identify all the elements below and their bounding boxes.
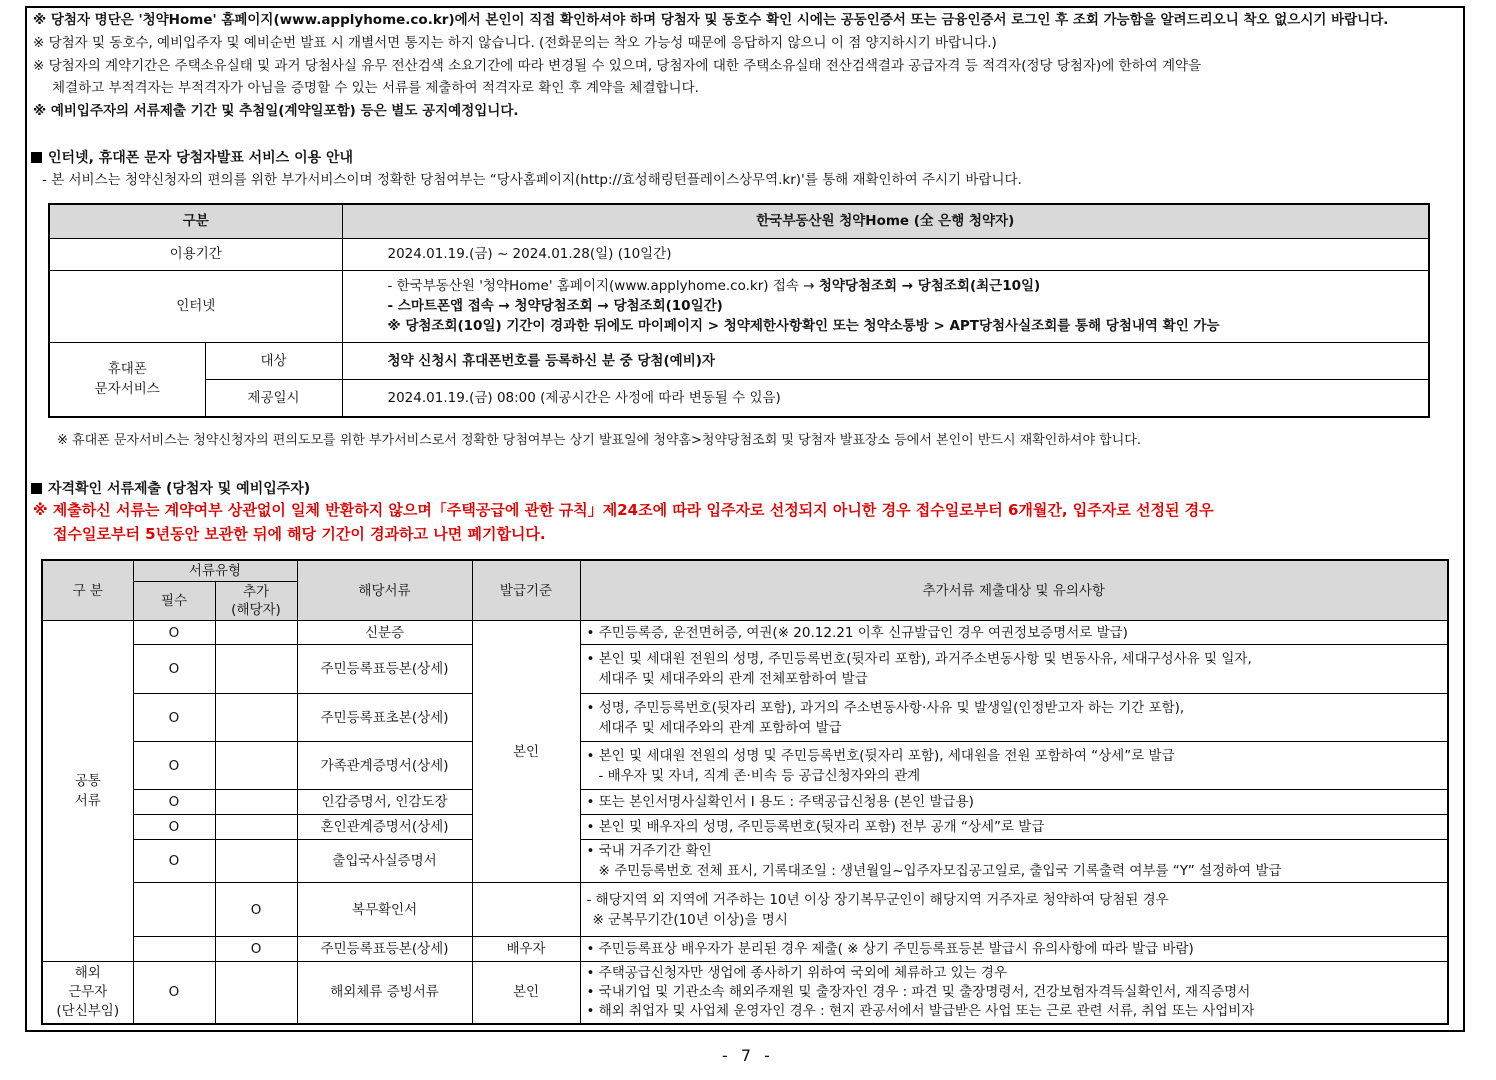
notice-4: ※ 예비입주자의 서류제출 기간 및 추첨일(계약일포함) 등은 별도 공지예정입니다. (33, 103, 519, 119)
header-required: 필수 (133, 582, 215, 621)
note-line: • 본인 및 세대원 전원의 성명 및 주민등록번호(뒷자리 포함), 세대원을 전원 포함하여 “상세”로 발급 (586, 747, 1175, 764)
note-line: ※ 군복무기간(10년 이상)을 명시 (592, 911, 788, 928)
required-mark: O (133, 645, 215, 694)
notice-3: ※ 당첨자의 계약기간은 주택소유실태 및 과거 당첨사실 유무 전산검색 소요기간에 따라 변경될 수 있으며, 당첨자에 대한 주택소유실태 전산검색결과 공급자격 등 적격자(정당 당첨자)에 한하여 계약을 (33, 58, 1202, 74)
note-line: • 국내기업 및 기관소속 해외주재원 및 출장자인 경우 : 파견 및 출장명령서, 건강보험자격득실확인서, 재직증명서 (586, 983, 1251, 1000)
extra-mark (215, 815, 297, 840)
note-line: • 본인 및 세대원 전원의 성명, 주민등록번호(뒷자리 포함), 과거주소변동사항 및 변동사유, 세대구성사유 및 일자, (586, 651, 1252, 667)
doc-name: 주민등록표등본(상세) (297, 645, 472, 694)
notice-2: ※ 당첨자 및 동호수, 예비입주자 및 예비순번 발표 시 개별서면 통지는 하지 않습니다. (전화문의는 착오 가능성 때문에 응답하지 않으니 이 점 양지하시기 바랍니다.) (33, 35, 997, 51)
note-line: • 주택공급신청자만 생업에 종사하기 위하여 국외에 체류하고 있는 경우 (586, 964, 1007, 981)
table-row (42, 815, 1448, 840)
header-doc: 해당서류 (297, 560, 472, 621)
required-mark: O (133, 621, 215, 645)
extra-mark: O (215, 937, 297, 962)
issue-basis: 본인 (472, 621, 580, 883)
doc-notes: • 또는 본인서명사실확인서 I 용도 : 주택공급신청용 (본인 발급용) (580, 790, 1448, 815)
square-bullet-icon (31, 152, 42, 163)
extra-mark (215, 962, 297, 1024)
table-row (42, 621, 1448, 645)
doc-name: 복무확인서 (297, 883, 472, 937)
doc-notes: • 주민등록증, 운전면허증, 여권(※ 20.12.21 이후 신규발급인 경우 여권정보증명서로 발급) (580, 621, 1448, 645)
internet-line1: - 한국부동산원 '청약Home' 홈페이지(www.applyhome.co.kr) 접속 → (387, 278, 819, 294)
section2-title-text: 자격확인 서류제출 (당첨자 및 예비입주자) (48, 481, 311, 497)
target-label: 대상 (205, 342, 342, 379)
required-mark (133, 937, 215, 962)
warning-line2: 접수일로부터 5년동안 보관한 뒤에 해당 기간이 경과하고 나면 폐기합니다. (53, 525, 546, 543)
sms-label-line2: 문자서비스 (94, 381, 160, 398)
internet-line2: - 스마트폰앱 접속 → 청약당첨조회 → 당첨조회(10일간) (387, 298, 723, 314)
documents-table (41, 559, 1449, 1025)
doc-name: 주민등록표초본(상세) (297, 694, 472, 742)
header-gubun: 구 분 (42, 560, 133, 621)
overseas-label (42, 962, 133, 1024)
note-line: 세대주 및 세대주와의 관계 포함하여 발급 (598, 719, 842, 736)
period-label: 이용기간 (49, 238, 342, 270)
note-line: 세대주 및 세대주와의 관계 전체포함하여 발급 (598, 671, 868, 687)
doc-name: 출입국사실증명서 (297, 840, 472, 883)
issue-basis-empty (472, 883, 580, 937)
doc-name: 인감증명서, 인감도장 (297, 790, 472, 815)
header-notes: 추가서류 제출대상 및 유의사항 (580, 560, 1448, 621)
header-extra-line1: 추가 (242, 584, 270, 600)
section1-title-text: 인터넷, 휴대폰 문자 당첨자발표 서비스 이용 안내 (48, 150, 354, 166)
common-label-line2: 서류 (74, 793, 101, 809)
period-value: 2024.01.19.(금) ~ 2024.01.28(일) (10일간) (342, 238, 1429, 270)
overseas-label-line2: 근무자 (68, 983, 108, 1000)
table-header-applyhome: 한국부동산원 청약Home (全 은행 청약자) (342, 204, 1429, 238)
warning-line1: ※ 제출하신 서류는 계약여부 상관없이 일체 반환하지 않으며「주택공급에 관한 규칙」제24조에 따라 입주자로 선정되지 아니한 경우 접수일로부터 6개월간, 입주자로 선정된 경우 (33, 501, 1214, 519)
note-line: • 국내 거주기간 확인 (586, 843, 712, 859)
table-row (42, 962, 1448, 1024)
note-line: - 해당지역 외 지역에 거주하는 10년 이상 장기복무군인이 해당지역 거주자로 청약하여 당첨된 경우 (586, 891, 1169, 908)
doc-notes: • 본인 및 배우자의 성명, 주민등록번호(뒷자리 포함) 전부 공개 “상세”로 발급 (580, 815, 1448, 840)
doc-notes (580, 962, 1448, 1024)
doc-name: 혼인관계증명서(상세) (297, 815, 472, 840)
note-line: ※ 주민등록번호 전체 표시, 기록대조일 : 생년월일~입주자모집공고일로, 출입국 기록출력 여부를 “Y” 설정하여 발급 (598, 863, 1282, 879)
required-mark: O (133, 694, 215, 742)
required-mark: O (133, 840, 215, 883)
table-row (42, 840, 1448, 883)
internet-line3: ※ 당첨조회(10일) 기간이 경과한 뒤에도 마이페이지 > 청약제한사항확인 또는 청약소통방 > APT당첨사실조회를 통해 당첨내역 확인 가능 (387, 318, 1220, 334)
section2-title (31, 478, 310, 498)
notice-3-cont: 체결하고 부적격자는 부적격자가 아님을 증명할 수 있는 서류를 제출하여 적격자로 확인 후 계약을 체결합니다. (52, 80, 699, 96)
overseas-label-line1: 해외 (74, 964, 101, 981)
extra-mark (215, 621, 297, 645)
header-extra-line2: (해당자) (231, 602, 281, 618)
extra-mark (215, 790, 297, 815)
internet-line1-bold: 청약당첨조회 → 당첨조회(최근10일) (818, 278, 1041, 294)
table-row (42, 645, 1448, 694)
required-mark: O (133, 815, 215, 840)
doc-notes (580, 840, 1448, 883)
overseas-label-line3: (단신부임) (56, 1002, 120, 1019)
common-docs-label (42, 621, 133, 962)
header-extra (215, 582, 297, 621)
required-mark (133, 883, 215, 937)
doc-name: 해외체류 증빙서류 (297, 962, 472, 1024)
issue-basis: 본인 (472, 962, 580, 1024)
extra-mark: O (215, 883, 297, 937)
doc-name: 주민등록표등본(상세) (297, 937, 472, 962)
header-issue: 발급기준 (472, 560, 580, 621)
internet-details (342, 270, 1429, 342)
doc-notes (580, 742, 1448, 790)
time-label: 제공일시 (205, 379, 342, 417)
table-row (42, 883, 1448, 937)
note-line: • 성명, 주민등록번호(뒷자리 포함), 과거의 주소변동사항·사유 및 발생일(인정받고자 하는 기간 포함), (586, 699, 1185, 716)
page-number: - 7 - (722, 1046, 774, 1065)
header-doc-type: 서류유형 (133, 560, 297, 582)
required-mark: O (133, 742, 215, 790)
note-line: - 배우자 및 자녀, 직계 존·비속 등 공급신청자와의 관계 (598, 767, 921, 784)
table-header-gubun: 구분 (49, 204, 342, 238)
square-bullet-icon (31, 483, 42, 494)
table-row (42, 937, 1448, 962)
note-line: • 해외 취업자 및 사업체 운영자인 경우 : 현지 관공서에서 발급받은 사업 또는 근로 관련 서류, 취업 또는 사업비자 (586, 1002, 1255, 1019)
extra-mark (215, 694, 297, 742)
doc-notes (580, 883, 1448, 937)
extra-mark (215, 645, 297, 694)
required-mark: O (133, 962, 215, 1024)
table-row (42, 694, 1448, 742)
doc-notes (580, 694, 1448, 742)
section1-intro: - 본 서비스는 청약신청자의 편의를 위한 부가서비스이며 정확한 당첨여부는 “당사홈페이지(http://효성해링턴플레이스상무역.kr)'를 통해 재확인하여 주시기 바랍니다. (42, 172, 1022, 188)
sms-label-line1: 휴대폰 (107, 361, 147, 378)
notice-1: ※ 당첨자 명단은 '청약Home' 홈페이지(www.applyhome.co.kr)에서 본인이 직접 확인하셔야 하며 당첨자 및 동호수 확인 시에는 공동인증서 또는 금융인증서 로그인 후 조회 가능함을 알려드리오니 착오 없으시기 바랍니다. (33, 12, 1389, 28)
doc-notes: • 주민등록표상 배우자가 분리된 경우 제출( ※ 상기 주민등록표등본 발급시 유의사항에 따라 발급 바람) (580, 937, 1448, 962)
extra-mark (215, 742, 297, 790)
section1-footnote: ※ 휴대폰 문자서비스는 청약신청자의 편의도모를 위한 부가서비스로서 정확한 당첨여부는 상기 발표일에 청약홈>청약당첨조회 및 당첨자 발표장소 등에서 본인이 반드시 재확인하셔야 합니다. (57, 433, 1141, 448)
doc-notes (580, 645, 1448, 694)
required-mark: O (133, 790, 215, 815)
sms-service-table (48, 203, 1430, 418)
table-row (42, 742, 1448, 790)
sms-label (49, 342, 205, 417)
common-label-line1: 공통 (74, 773, 101, 789)
table-row (42, 790, 1448, 815)
internet-label: 인터넷 (49, 270, 342, 342)
doc-name: 신분증 (297, 621, 472, 645)
section1-title (31, 147, 353, 167)
time-value: 2024.01.19.(금) 08:00 (제공시간은 사정에 따라 변동될 수 있음) (342, 379, 1429, 417)
extra-mark (215, 840, 297, 883)
doc-name: 가족관계증명서(상세) (297, 742, 472, 790)
issue-basis: 배우자 (472, 937, 580, 962)
target-value: 청약 신청시 휴대폰번호를 등록하신 분 중 당첨(예비)자 (342, 342, 1429, 379)
